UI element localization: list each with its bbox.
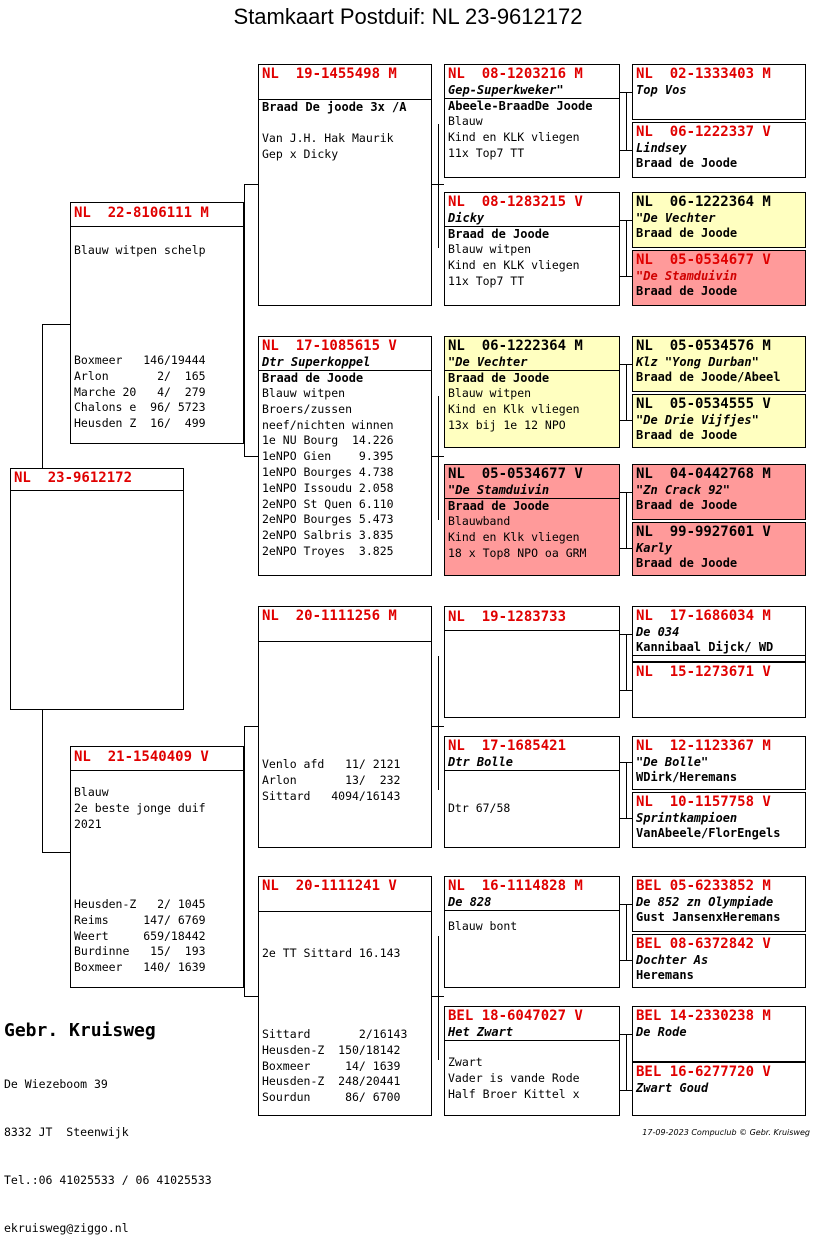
- connector-line: [244, 184, 245, 456]
- fm-info: 1e NU Bourg 14.226: [262, 433, 394, 448]
- ff-card[interactable]: [258, 64, 432, 306]
- gggp-card-10[interactable]: [632, 662, 806, 718]
- father-result: Boxmeer 146/19444: [74, 353, 206, 367]
- mm-card[interactable]: [258, 876, 432, 1116]
- fm-info: 2eNPO St Quen 6.110: [262, 496, 394, 511]
- mmf-card[interactable]: [444, 876, 620, 988]
- mm-info: 2e TT Sittard 16.143: [262, 946, 401, 960]
- connector-line: [438, 936, 439, 1060]
- mother-info: Blauw: [74, 785, 109, 799]
- mmf-name: De 828: [445, 895, 619, 911]
- mmm-info: Zwart: [448, 1055, 483, 1069]
- ff-ring: NL 19-1455498 M: [259, 65, 431, 100]
- fmf-info: Blauw witpen: [448, 386, 532, 400]
- connector-line: [626, 92, 627, 150]
- fmm-card[interactable]: [444, 464, 620, 576]
- mfm-info: Dtr 67/58: [448, 801, 511, 815]
- gggp-ring: NL 02-1333403 M: [636, 66, 771, 82]
- fff-breeder: Abeele-BraadDe Joode: [448, 99, 593, 113]
- owner-email[interactable]: ekruisweg@ziggo.nl: [4, 1221, 129, 1235]
- mf-result: Sittard 4094/16143: [262, 788, 401, 803]
- connector-line: [620, 548, 632, 549]
- connector-line: [620, 150, 632, 151]
- gggp-name: "De Vechter: [636, 211, 716, 225]
- gggp-name: Klz "Yong Durban": [636, 355, 759, 369]
- fm-name: Dtr Superkoppel: [259, 355, 431, 371]
- connector-line: [620, 420, 632, 421]
- fm-card[interactable]: [258, 336, 432, 576]
- gggp-name: Dochter As: [636, 953, 709, 967]
- gggp-ring: NL 05-0534555 V: [636, 396, 771, 412]
- fff-info: 11x Top7 TT: [448, 145, 525, 160]
- mmf-ring: NL 16-1114828 M: [448, 878, 583, 894]
- mmm-info: Half Broer Kittel x: [448, 1086, 580, 1101]
- fmf-breeder: Braad de Joode: [448, 371, 550, 385]
- gggp-breeder: Braad de Joode: [636, 156, 738, 170]
- mf-ring: NL 20-1111256 M: [259, 607, 431, 642]
- mother-card[interactable]: [70, 746, 244, 988]
- owner-address-line: De Wiezeboom 39: [4, 1077, 108, 1091]
- ff-breeder: Braad De joode 3x /A: [262, 100, 407, 114]
- gggp-ring: NL 12-1123367 M: [636, 738, 771, 754]
- fmf-ring: NL 06-1222364 M: [448, 338, 583, 354]
- mmm-card[interactable]: [444, 1006, 620, 1116]
- connector-line: [626, 220, 627, 276]
- gggp-name: "De Stamduivin: [636, 269, 738, 283]
- fm-info: 2eNPO Bourges 5.473: [262, 512, 394, 527]
- connector-line: [626, 904, 627, 960]
- gggp-name: De 852 zn Olympiade: [636, 895, 774, 909]
- fff-card[interactable]: [444, 64, 620, 178]
- father-ring: NL 22-8106111 M: [71, 203, 243, 227]
- mother-result: Reims 147/ 6769: [74, 912, 206, 927]
- gggp-breeder: Braad de Joode: [636, 498, 738, 512]
- gggp-breeder: Kannibaal Dijck/ WD: [633, 640, 805, 656]
- gggp-name: Sprintkampioen: [636, 811, 738, 825]
- gggp-card-15[interactable]: [632, 1006, 806, 1062]
- gggp-ring: NL 06-1222364 M: [636, 194, 771, 210]
- mmf-info: Blauw bont: [448, 919, 518, 933]
- ffm-info: 11x Top7 TT: [448, 273, 525, 288]
- fmm-breeder: Braad de Joode: [448, 499, 550, 513]
- gggp-card-13[interactable]: [632, 876, 806, 932]
- fff-info: Blauw: [448, 114, 483, 128]
- mfm-card[interactable]: [444, 736, 620, 848]
- gggp-breeder: WDirk/Heremans: [636, 770, 738, 784]
- father-color: Blauw witpen schelp: [74, 243, 206, 257]
- gggp-name: Zwart Goud: [636, 1081, 709, 1095]
- mf-result: Venlo afd 11/ 2121: [262, 757, 401, 771]
- fff-info: Kind en KLK vliegen: [448, 129, 580, 144]
- mf-card[interactable]: [258, 606, 432, 848]
- fm-info: 1eNPO Issoudu 2.058: [262, 480, 394, 495]
- fm-info: 2eNPO Salbris 3.835: [262, 528, 394, 543]
- gggp-card-14[interactable]: [632, 934, 806, 988]
- connector-line: [626, 634, 627, 690]
- gggp-breeder: Gust JansenxHeremans: [636, 910, 781, 924]
- mfm-ring: NL 17-1685421: [448, 738, 567, 754]
- father-result: Arlon 2/ 165: [74, 368, 206, 383]
- ffm-card[interactable]: [444, 192, 620, 306]
- connector-line: [244, 456, 258, 457]
- gggp-breeder: Braad de Joode/Abeel: [636, 370, 781, 384]
- gggp-card-5[interactable]: [632, 336, 806, 392]
- mfm-name: Dtr Bolle: [445, 755, 619, 771]
- gggp-ring: NL 10-1157758 V: [636, 794, 771, 810]
- gggp-card-8[interactable]: [632, 522, 806, 576]
- connector-line: [626, 364, 627, 420]
- gggp-ring: BEL 16-6277720 V: [636, 1064, 771, 1080]
- gggp-breeder: Braad de Joode: [636, 428, 738, 442]
- gggp-name: "Zn Crack 92": [636, 483, 730, 497]
- fmm-info: Blauwband: [448, 514, 511, 528]
- fm-breeder: Braad de Joode: [262, 371, 364, 385]
- mm-result: Heusden-Z 150/18142: [262, 1042, 401, 1057]
- gggp-name: "De Bolle": [636, 755, 709, 769]
- gggp-name: "De Drie Vijfjes": [636, 413, 759, 427]
- mother-ring: NL 21-1540409 V: [71, 747, 243, 771]
- father-result: Marche 20 4/ 279: [74, 384, 206, 399]
- connector-line: [620, 960, 632, 961]
- mmm-info: Vader is vande Rode: [448, 1070, 580, 1085]
- fmm-info: Kind en Klk vliegen: [448, 529, 580, 544]
- connector-line: [42, 710, 43, 852]
- mother-result: Burdinne 15/ 193: [74, 944, 206, 959]
- gggp-card-2[interactable]: [632, 122, 806, 178]
- gggp-name: De Rode: [636, 1025, 687, 1039]
- gggp-ring: NL 04-0442768 M: [636, 466, 771, 482]
- fmm-name: "De Stamduivin: [445, 483, 619, 499]
- gggp-card-4[interactable]: [632, 250, 806, 306]
- connector-line: [626, 1034, 627, 1090]
- gggp-ring: BEL 08-6372842 V: [636, 936, 771, 952]
- connector-line: [438, 656, 439, 790]
- fm-info: 1eNPO Gien 9.395: [262, 449, 394, 464]
- gggp-breeder: Braad de Joode: [636, 556, 738, 570]
- connector-line: [626, 762, 627, 818]
- connector-line: [438, 396, 439, 520]
- fm-info: 2eNPO Troyes 3.825: [262, 543, 394, 558]
- fmf-info: Kind en Klk vliegen: [448, 401, 580, 416]
- fmf-card[interactable]: [444, 336, 620, 448]
- gggp-ring: NL 99-9927601 V: [636, 524, 771, 540]
- connector-line: [244, 726, 258, 727]
- owner-name: Gebr. Kruisweg: [4, 1020, 156, 1041]
- mmm-ring: BEL 18-6047027 V: [448, 1008, 583, 1024]
- mf-result: Arlon 13/ 232: [262, 772, 401, 787]
- mff-ring: NL 19-1283733: [445, 607, 619, 631]
- fmf-name: "De Vechter: [445, 355, 619, 371]
- gggp-card-11[interactable]: [632, 736, 806, 790]
- fff-ring: NL 08-1203216 M: [448, 66, 583, 82]
- subject-card[interactable]: [10, 468, 184, 710]
- gggp-breeder: Braad de Joode: [636, 284, 738, 298]
- ffm-info: Blauw witpen: [448, 242, 532, 256]
- fm-info: 1eNPO Bourges 4.738: [262, 464, 394, 479]
- page-title: Stamkaart Postduif: NL 23-9612172: [233, 4, 583, 29]
- fm-ring: NL 17-1085615 V: [262, 338, 397, 354]
- fmm-info: 18 x Top8 NPO oa GRM: [448, 545, 587, 560]
- connector-line: [244, 996, 258, 997]
- father-result: Heusden Z 16/ 499: [74, 416, 206, 431]
- gggp-card-3[interactable]: [632, 192, 806, 248]
- connector-line: [244, 184, 258, 185]
- mother-info: 2e beste jonge duif: [74, 800, 206, 815]
- owner-address: [4, 1044, 212, 1252]
- fff-name: Gep-Superkweker": [445, 83, 619, 99]
- fm-info: Blauw witpen: [262, 386, 346, 400]
- father-card[interactable]: [70, 202, 244, 444]
- owner-phone: Tel.:06 41025533 / 06 41025533: [4, 1173, 212, 1187]
- gggp-card-9[interactable]: [632, 606, 806, 662]
- gggp-card-16[interactable]: [632, 1062, 806, 1116]
- gggp-ring: NL 05-0534677 V: [636, 252, 771, 268]
- connector-line: [438, 124, 439, 248]
- mother-result: Boxmeer 140/ 1639: [74, 960, 206, 975]
- fm-info: neef/nichten winnen: [262, 417, 394, 432]
- gggp-card-7[interactable]: [632, 464, 806, 520]
- mm-result: Boxmeer 14/ 1639: [262, 1058, 401, 1073]
- connector-line: [620, 818, 632, 819]
- ff-info: Gep x Dicky: [262, 146, 339, 161]
- ffm-info: Kind en KLK vliegen: [448, 257, 580, 272]
- fmf-info: 13x bij 1e 12 NPO: [448, 417, 566, 432]
- gggp-ring: BEL 05-6233852 M: [636, 878, 771, 894]
- fm-info: Broers/zussen: [262, 401, 353, 416]
- gggp-name: Karly: [636, 541, 673, 555]
- father-result: Chalons e 96/ 5723: [74, 400, 206, 415]
- connector-line: [626, 492, 627, 548]
- fmm-ring: NL 05-0534677 V: [448, 466, 583, 482]
- mm-result: Sourdun 86/ 6700: [262, 1090, 401, 1105]
- gggp-ring: BEL 14-2330238 M: [636, 1008, 771, 1024]
- ffm-ring: NL 08-1283215 V: [448, 194, 583, 210]
- mother-result: Weert 659/18442: [74, 928, 206, 943]
- gggp-breeder: VanAbeele/FlorEngels: [636, 826, 781, 840]
- print-stamp: 17-09-2023 Compuclub © Gebr. Kruisweg: [642, 1128, 810, 1137]
- gggp-card-1[interactable]: [632, 64, 806, 120]
- connector-line: [42, 324, 70, 325]
- mm-result: Heusden-Z 248/20441: [262, 1074, 401, 1089]
- ffm-breeder: Braad de Joode: [448, 227, 550, 241]
- mm-result: Sittard 2/16143: [262, 1027, 408, 1041]
- mother-result: Heusden-Z 2/ 1045: [74, 897, 206, 911]
- connector-line: [620, 690, 632, 691]
- gggp-breeder: Heremans: [636, 968, 694, 982]
- connector-line: [42, 324, 43, 468]
- gggp-name: De 034: [636, 625, 680, 639]
- connector-line: [244, 726, 245, 996]
- gggp-ring: NL 05-0534576 M: [636, 338, 771, 354]
- ffm-name: Dicky: [445, 211, 619, 227]
- subject-ring: NL 23-9612172: [11, 469, 183, 491]
- gggp-ring: NL 17-1686034 M: [636, 608, 771, 624]
- gggp-breeder: Braad de Joode: [636, 226, 738, 240]
- mm-ring: NL 20-1111241 V: [259, 877, 431, 912]
- mother-info: 2021: [74, 816, 102, 831]
- gggp-card-6[interactable]: [632, 394, 806, 448]
- gggp-ring: NL 06-1222337 V: [636, 124, 771, 140]
- connector-line: [620, 276, 632, 277]
- connector-line: [620, 1090, 632, 1091]
- gggp-card-12[interactable]: [632, 792, 806, 848]
- mff-card[interactable]: [444, 606, 620, 718]
- gggp-name: Top Vos: [636, 83, 687, 97]
- connector-line: [42, 852, 70, 853]
- gggp-ring: NL 15-1273671 V: [636, 664, 771, 680]
- mmm-name: Het Zwart: [445, 1025, 619, 1041]
- owner-address-line: 8332 JT Steenwijk: [4, 1125, 129, 1139]
- gggp-name: Lindsey: [636, 141, 687, 155]
- ff-info: Van J.H. Hak Maurik: [262, 131, 394, 145]
